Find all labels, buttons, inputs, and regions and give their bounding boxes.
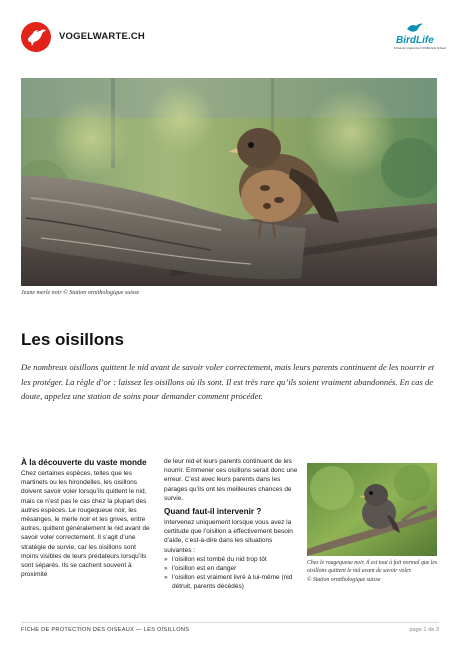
section-body-discovery: Chez certaines espèces, telles que les martinets ou les hirondelles, les oisillons doivent savoir voler lorsqu’ils quittent le nid, mais ce n’est pas le cas chez la plupart des autres espèces. Le rougequeue noir, les mésanges, le merle noir et les grives, entre autres, quittent généralement le nid avant de savoir voler correctement. Il s’agit d’une stratégie de survie, car les oisillons sont moins visibles de leurs prédateurs lorsqu’ils sont séparés. Ils se cachent souvent à proximité: [21, 470, 150, 579]
section-body-intervene: Intervenez uniquement lorsque vous avez la certitude que l’oisillon a effectivement besoin d’aide, c’est-à-dire dans les situations suivantes :: [164, 519, 293, 554]
birdlife-wordmark: BirdLife: [396, 35, 434, 46]
side-photo-credit: © Station ornithologique suisse: [307, 576, 381, 583]
bird-silhouette-icon: [21, 22, 51, 52]
section-heading-discovery: À la découverte du vaste monde: [21, 458, 147, 467]
vogelwarte-logo[interactable]: [21, 22, 51, 52]
birdlife-bird-icon: [406, 22, 424, 34]
bullet-marker: »: [164, 555, 168, 563]
list-item: » l’oisillon est tombé du nid trop tôt: [164, 555, 267, 563]
main-photo-young-blackbird: [21, 78, 437, 286]
section-heading-intervene: Quand faut-il intervenir ?: [164, 507, 262, 517]
birdlife-logo[interactable]: [392, 22, 447, 52]
main-photo-caption: Jeune merle noir © Station ornithologique suisse: [21, 290, 140, 296]
section-body-continued: de leur nid et leurs parents continuent de les nourrir. Emmener ces oisillons serait donc une erreur. C’est avec leurs parents dans les parages qu’ils ont les meilleures chances de survie.: [164, 458, 298, 502]
list-item: » l’oisillon est en danger: [164, 565, 237, 573]
bullet-marker: »: [164, 574, 168, 582]
side-photo-black-redstart: [307, 463, 437, 556]
page-footer: [21, 622, 439, 633]
intervention-list: [164, 555, 299, 592]
footer-document-title: FICHE DE PROTECTION DES OISEAUX — LES OISILLONS: [21, 627, 190, 633]
birdlife-subtitle: Schweizer Vogelschutz SVS/BirdLife Schweiz: [394, 47, 447, 50]
list-item: » l’oisillon est vraiment livré à lui-même (nid détruit, parents décédés): [164, 574, 293, 591]
side-photo-caption: Chez le rougequeue noir, il est tout à fait normal que les oisillons quittent le nid avant de savoir voler. © Station ornithologique suisse: [307, 560, 438, 583]
lead-paragraph: De nombreux oisillons quittent le nid avant de savoir voler correctement, mais leurs parents continuent de les nourrir et les protéger. La règle d’or : laissez les oisillons où ils sont. Il est très rare qu’ils soient vraiment abandonnés. En cas de doute, appelez une station de soins pour demander comment procéder.: [21, 362, 435, 401]
column-middle: [164, 457, 299, 592]
page-number: page 1 de 3: [409, 627, 439, 633]
column-left: [21, 458, 152, 579]
site-name[interactable]: VOGELWARTE.CH: [59, 31, 145, 42]
page-header: [0, 0, 459, 70]
bullet-marker: »: [164, 565, 168, 573]
page-title: Les oisillons: [21, 330, 124, 349]
